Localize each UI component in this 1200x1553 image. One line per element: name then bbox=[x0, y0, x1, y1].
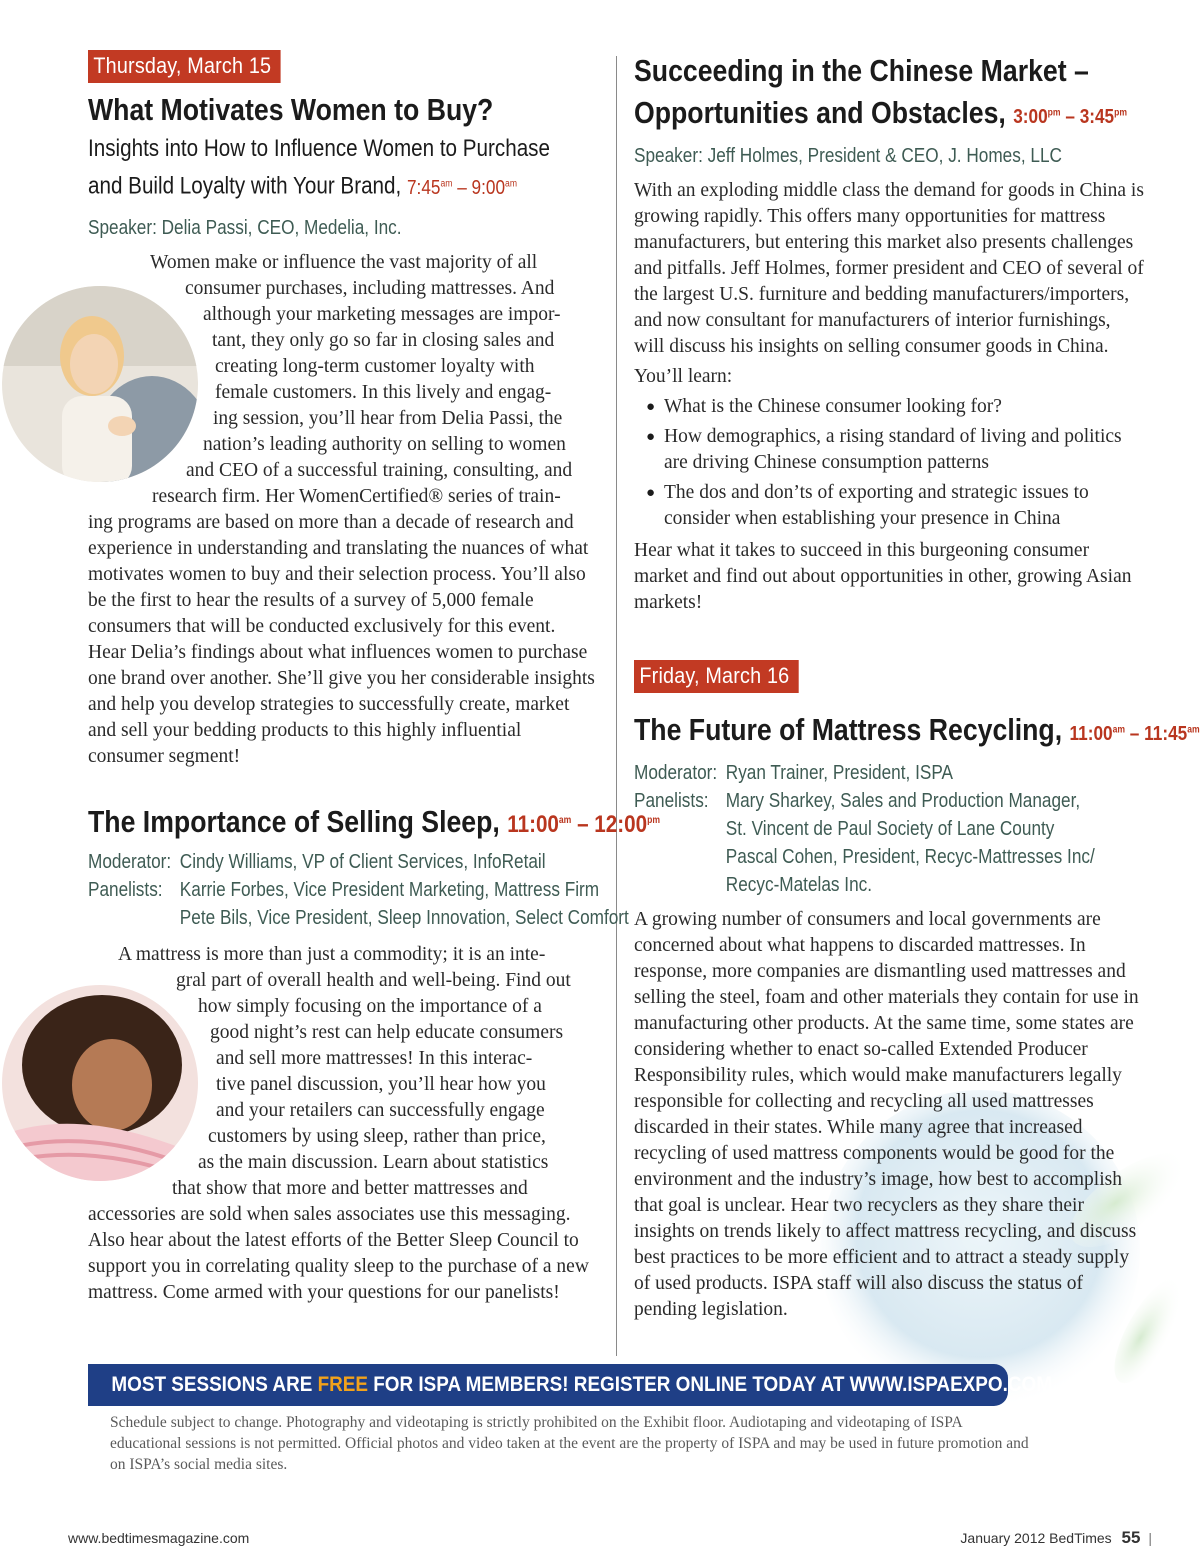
woman-shopping-photo bbox=[2, 286, 198, 482]
learn-list bbox=[634, 394, 1144, 532]
session-time bbox=[407, 177, 517, 199]
moderator-name: Cindy Williams, VP of Client Services, InfoRetail bbox=[179, 850, 546, 873]
moderator-name: Ryan Trainer, President, ISPA bbox=[725, 762, 953, 784]
description-paragraph: With an exploding middle class the demand for goods in China is growing rapidly. This offers many opportunities for mattress manufacturers, but entering this market also presents challenges and pitfalls. Jeff Holmes, former president and CEO of several of the largest U.S. furniture and bedding manufacturers/importers, and now consultant for manufacturers of interior furnishings, will discuss his insights on selling consumer goods in China. bbox=[634, 180, 1144, 357]
register-banner[interactable] bbox=[88, 1364, 1052, 1406]
session-time bbox=[1013, 106, 1127, 128]
moderator-label: Moderator: bbox=[88, 850, 172, 873]
time-end-suffix: am bbox=[505, 178, 518, 189]
list-item: ● The dos and don’ts of exporting and strategic issues to consider when establishing your presence in China bbox=[634, 480, 1144, 532]
time-end-suffix: pm bbox=[647, 814, 660, 826]
woman-sleeping-photo bbox=[2, 985, 198, 1181]
panelist-name: Pascal Cohen, President, Recyc-Mattresses Inc/ bbox=[725, 846, 1095, 868]
footer-issue bbox=[960, 1528, 1152, 1548]
time-start-suffix: am bbox=[558, 814, 572, 826]
panelist-name: Mary Sharkey, Sales and Production Manager, bbox=[725, 790, 1081, 812]
right-column bbox=[634, 50, 1200, 1323]
description-line: creating long-term customer loyalty with bbox=[215, 355, 535, 377]
panelist-name: Karrie Forbes, Vice President Marketing, Mattress Firm bbox=[179, 878, 600, 901]
description-line: good night’s rest can help educate consumers bbox=[210, 1021, 564, 1043]
description-line: ing session, you’ll hear from Delia Passi, the bbox=[213, 407, 563, 429]
panelist-org: Recyc-Matelas Inc. bbox=[725, 874, 873, 896]
description-line: as the main discussion. Learn about statistics bbox=[198, 1151, 549, 1173]
panelist-name: Pete Bils, Vice President, Sleep Innovation, Select Comfort bbox=[179, 906, 629, 929]
time-end: – 12:00 bbox=[571, 810, 648, 838]
description-continued: ing programs are based on more than a decade of research and experience in understanding and translating the nuances of what motivates women to buy and their selection process. You’ll also be the first to hear the results of a survey of 5,000 female consumers that will be conducted exclusively for this event. Hear Delia’s findings about what influences women to purchase one brand over another. She’ll give you her considerable insights and help you develop strategies to successfully create, market and sell your bedding products to this highly influential consumer segment! bbox=[88, 511, 595, 767]
list-item: ● How demographics, a rising standard of living and politics are driving Chinese consumption patterns bbox=[634, 424, 1144, 476]
session-description bbox=[634, 907, 1144, 1323]
session-title: Succeeding in the Chinese Market – bbox=[634, 53, 1089, 88]
time-end: – 9:00 bbox=[452, 176, 506, 199]
description-line: customers by using sleep, rather than price, bbox=[208, 1125, 546, 1147]
session-title-time bbox=[634, 92, 1128, 138]
panel-list bbox=[88, 848, 629, 932]
session-description bbox=[634, 178, 1144, 616]
footer-url[interactable]: www.bedtimesmagazine.com bbox=[68, 1530, 250, 1546]
session-title: The Future of Mattress Recycling, bbox=[634, 712, 1063, 747]
panel-list bbox=[634, 759, 1095, 899]
moderator-label: Moderator: bbox=[634, 762, 718, 784]
time-start-suffix: pm bbox=[1047, 107, 1061, 119]
description-paragraph: A growing number of consumers and local governments are concerned about what happens to discarded mattresses. In response, more companies are dismantling used mattresses and selling the steel, foam and other materials they contain for use in manufacturing other products. At the same time, some states are considering whether to enact so-called Extended Producer Responsibility rules, which would make manufacturers legally responsible for collecting and recycling all used mattresses discarded in their states. While many agree that increased recycling of used mattress components would be good for the environment and the industry’s image, how best to accomplish that goal is unclear. Hear two recyclers as they share their insights on trends likely to affect mattress recycling, and discuss best practices to be more efficient and to attract a steady supply of used products. ISPA staff will also discuss the status of pending legislation. bbox=[634, 909, 1139, 1320]
session-chinese-market bbox=[634, 50, 1144, 616]
banner-free: FREE bbox=[317, 1373, 368, 1396]
time-start: 7:45 bbox=[406, 176, 441, 199]
description-line: and CEO of a successful training, consulting, and bbox=[186, 459, 573, 481]
session-title: What Motivates Women to Buy? bbox=[88, 92, 494, 127]
session-time bbox=[1070, 723, 1200, 745]
session-title: The Importance of Selling Sleep, bbox=[88, 803, 500, 839]
session-title-line: Opportunities and Obstacles, bbox=[634, 95, 1006, 130]
session-subtitle-time bbox=[88, 166, 527, 206]
date-tag-thursday: Thursday, March 15 bbox=[88, 50, 280, 83]
panelists-label: Panelists: bbox=[634, 790, 709, 812]
time-end: – 3:45 bbox=[1060, 106, 1115, 128]
fine-print: Schedule subject to change. Photography and videotaping is strictly prohibited on the Exhibit floor. Audiotaping and videotaping of ISPA educational sessions is not permitted. Official photos and video taken at the event are the property of ISPA and may be used in future promotion and on ISPA’s social media sites. bbox=[110, 1414, 1029, 1473]
time-start: 11:00 bbox=[1069, 723, 1113, 745]
session-speaker: Speaker: Jeff Holmes, President & CEO, J. Homes, LLC bbox=[634, 145, 1062, 167]
description-line: tant, they only go so far in closing sales and bbox=[212, 329, 555, 351]
description-line: consumer purchases, including mattresses. And bbox=[185, 277, 555, 299]
friday-section bbox=[634, 660, 1200, 1323]
description-line: research firm. Her WomenCertified® series of train- bbox=[152, 485, 561, 507]
list-item: ● What is the Chinese consumer looking for? bbox=[634, 394, 1144, 420]
column-divider bbox=[616, 56, 617, 1356]
time-start-suffix: am bbox=[440, 178, 453, 189]
banner-text bbox=[88, 1364, 1052, 1406]
description-line: nation’s leading authority on selling to women bbox=[203, 433, 566, 455]
issue-label: January 2012 BedTimes bbox=[960, 1530, 1112, 1546]
description-line: how simply focusing on the importance of a bbox=[198, 995, 542, 1017]
panelists-label: Panelists: bbox=[88, 878, 163, 901]
session-speaker: Speaker: Delia Passi, CEO, Medelia, Inc. bbox=[88, 216, 402, 239]
session-title-time bbox=[634, 709, 1200, 755]
description-line: and your retailers can successfully engage bbox=[216, 1099, 545, 1121]
time-start-suffix: am bbox=[1112, 724, 1126, 736]
page-number: 55 bbox=[1121, 1528, 1141, 1547]
session-title-time bbox=[88, 800, 660, 846]
date-tag-friday: Friday, March 16 bbox=[634, 660, 798, 693]
time-end-suffix: pm bbox=[1114, 107, 1128, 119]
time-end: – 11:45 bbox=[1125, 723, 1188, 745]
description-line: although your marketing messages are impor- bbox=[203, 303, 561, 325]
description-line: and sell more mattresses! In this interac- bbox=[216, 1047, 533, 1069]
page-rule: | bbox=[1148, 1530, 1152, 1546]
banner-text-2: FOR ISPA MEMBERS! REGISTER ONLINE TODAY AT WWW.ISPAEXPO.COM bbox=[367, 1373, 1052, 1396]
description-line: that show that more and better mattresses and bbox=[172, 1177, 528, 1199]
time-start: 3:00 bbox=[1013, 106, 1048, 128]
learn-heading: You’ll learn: bbox=[634, 366, 733, 387]
description-continued: accessories are sold when sales associates use this messaging. Also hear about the latest efforts of the Better Sleep Council to support you in correlating quality sleep to the purchase of a new mattress. Come armed with your questions for our panelists! bbox=[88, 1203, 589, 1303]
description-line: tive panel discussion, you’ll hear how you bbox=[216, 1073, 546, 1095]
description-line: Women make or influence the vast majority of all bbox=[150, 251, 538, 273]
banner-text-1: MOST SESSIONS ARE bbox=[111, 1373, 318, 1396]
session-subtitle-line: and Build Loyalty with Your Brand, bbox=[88, 172, 402, 200]
panelist-org: St. Vincent de Paul Society of Lane County bbox=[725, 818, 1055, 840]
description-line: A mattress is more than just a commodity; it is an inte- bbox=[118, 943, 546, 965]
time-end-suffix: am bbox=[1187, 724, 1200, 736]
description-line: gral part of overall health and well-being. Find out bbox=[176, 969, 571, 991]
description-line: female customers. In this lively and engag- bbox=[215, 381, 552, 403]
description-closing: Hear what it takes to succeed in this burgeoning consumer market and find out about opportunities in other, growing Asian markets! bbox=[634, 540, 1132, 613]
time-start: 11:00 bbox=[507, 810, 559, 838]
session-subtitle: Insights into How to Influence Women to Purchase bbox=[88, 135, 550, 162]
